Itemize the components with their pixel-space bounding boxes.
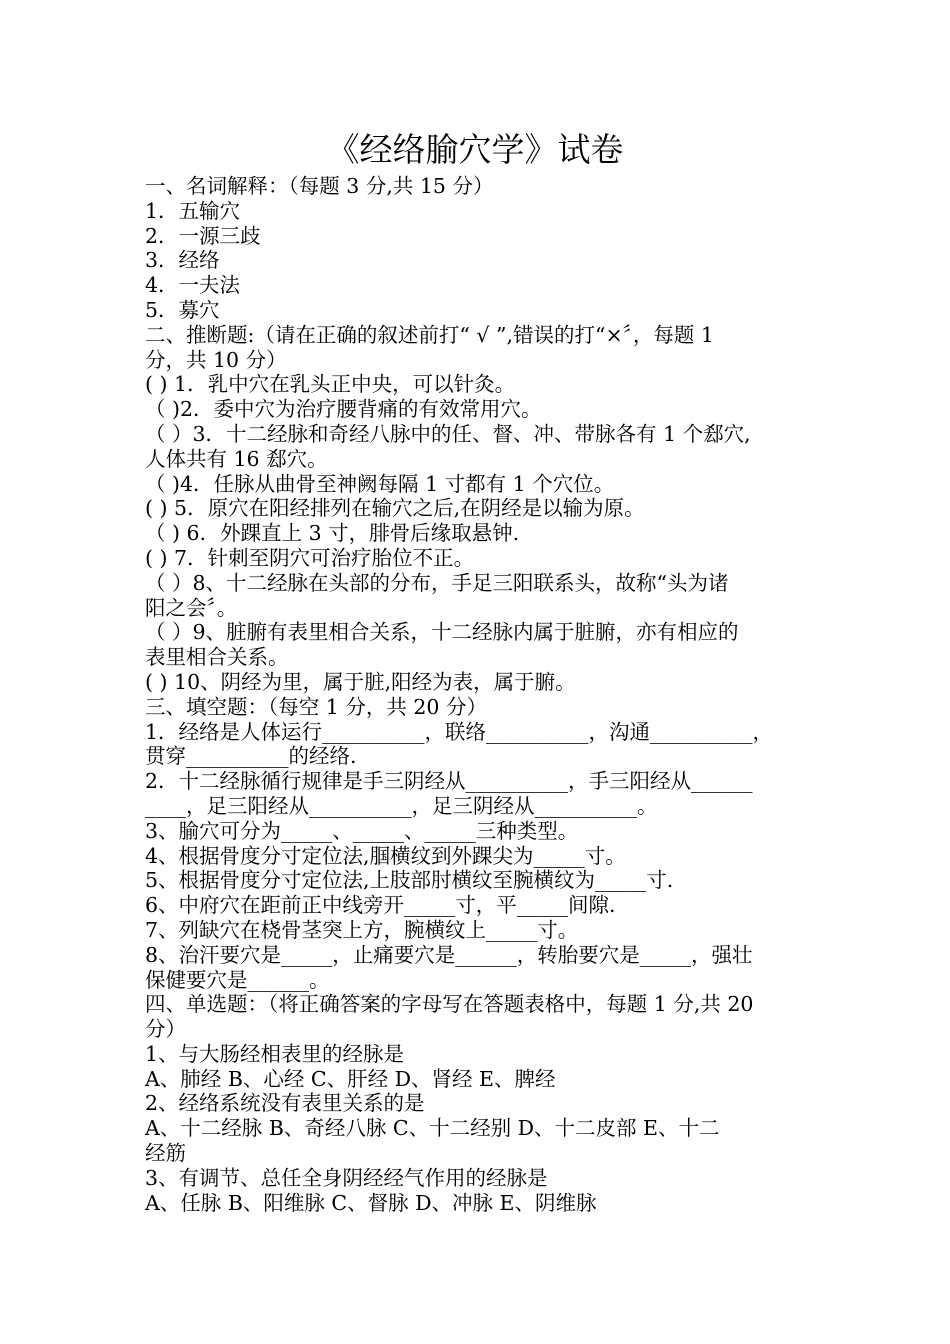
exam-line: 7、列缺穴在桡骨茎突上方，腕横纹上_____寸。 [145,917,579,942]
exam-line: 6、中府穴在距前正中线旁开_____寸，平_____间隙. [145,893,616,918]
exam-line: 3、腧穴可分为_____、_____、_____三种类型。 [145,818,579,843]
exam-line: 1．五输穴 [145,198,241,223]
page-title: 《经络腧穴学》试卷 [326,130,624,169]
exam-line: 1．经络是人体运行__________，联络__________，沟通__________， [145,719,774,744]
exam-line: ( ) 7．针刺至阴穴可治疗胎位不正。 [145,545,475,570]
exam-line: 8、治汗要穴是_____，止痛要穴是______，转胎要穴是_____，强壮 [145,942,753,967]
exam-line: A、肺经 B、心经 C、肝经 D、肾经 E、脾经 [145,1066,556,1091]
exam-line: （ ）3．十二经脉和奇经八脉中的任、督、冲、带脉各有 1 个郄穴, [145,421,751,446]
exam-line: A、任脉 B、阳维脉 C、督脉 D、冲脉 E、阴维脉 [145,1190,597,1215]
exam-line: 阳之会〞。 [145,595,238,620]
exam-line: 三、填空题：（每空 1 分，共 20 分） [145,694,487,719]
exam-line: 四、单选题：（将正确答案的字母写在答题表格中，每题 1 分,共 20 [145,992,754,1017]
exam-line: （ )2．委中穴为治疗腰背痛的有效常用穴。 [145,397,542,422]
exam-line: ( ) 10、阴经为里，属于脏,阳经为表，属于腑。 [145,669,576,694]
exam-line: 2、经络系统没有表里关系的是 [145,1091,425,1116]
exam-line: 一、名词解释：（每题 3 分,共 15 分） [145,174,494,198]
exam-line: （ ) 6．外踝直上 3 寸，腓骨后缘取悬钟. [145,521,520,546]
exam-line: （ ）8、十二经脉在头部的分布，手足三阳联系头，故称“头为诸 [145,570,729,595]
exam-line: 分） [145,1017,186,1042]
exam-line: 5、根据骨度分寸定位法,上肢部肘横纹至腕横纹为_____寸. [145,868,674,893]
exam-line: 人体共有 16 郄穴。 [145,446,328,471]
exam-line: 1、与大肠经相表里的经脉是 [145,1041,405,1066]
exam-line: 贯穿__________的经络. [145,744,357,769]
exam-line: 二、推断题:（请在正确的叙述前打“ √ ”,错误的打“×〞，每题 1 [145,322,714,347]
exam-line: 3．经络 [145,248,220,273]
exam-line: 分，共 10 分） [145,347,287,372]
exam-line: ( ) 1．乳中穴在乳头正中央，可以针灸。 [145,372,516,397]
exam-line: 经筋 [145,1141,186,1166]
exam-line: A、十二经脉 B、奇经八脉 C、十二经别 D、十二皮部 E、十二 [145,1116,720,1141]
exam-line: （ )4．任脉从曲骨至神阙每隔 1 寸都有 1 个穴位。 [145,471,615,496]
exam-line: ( ) 5．原穴在阳经排列在输穴之后,在阴经是以输为原。 [145,496,645,521]
exam-body [145,174,815,1215]
exam-line: ____，足三阳经从__________，足三阴经从__________。 [145,793,658,818]
exam-line: 表里相合关系。 [145,645,289,670]
exam-line: 3、有调节、总任全身阴经经气作用的经脉是 [145,1165,548,1190]
exam-line: 4．一夫法 [145,273,241,298]
exam-line: 保健要穴是______。 [145,967,330,992]
exam-line: 4、根据骨度分寸定位法,腘横纹到外踝尖为_____寸。 [145,843,626,868]
exam-line: 2．一源三歧 [145,223,261,248]
exam-line: （ ）9、脏腑有表里相合关系，十二经脉内属于脏腑，亦有相应的 [145,620,739,645]
exam-line: 5．募穴 [145,297,220,322]
exam-line: 2．十二经脉循行规律是手三阴经从__________，手三阳经从______ [145,769,753,794]
